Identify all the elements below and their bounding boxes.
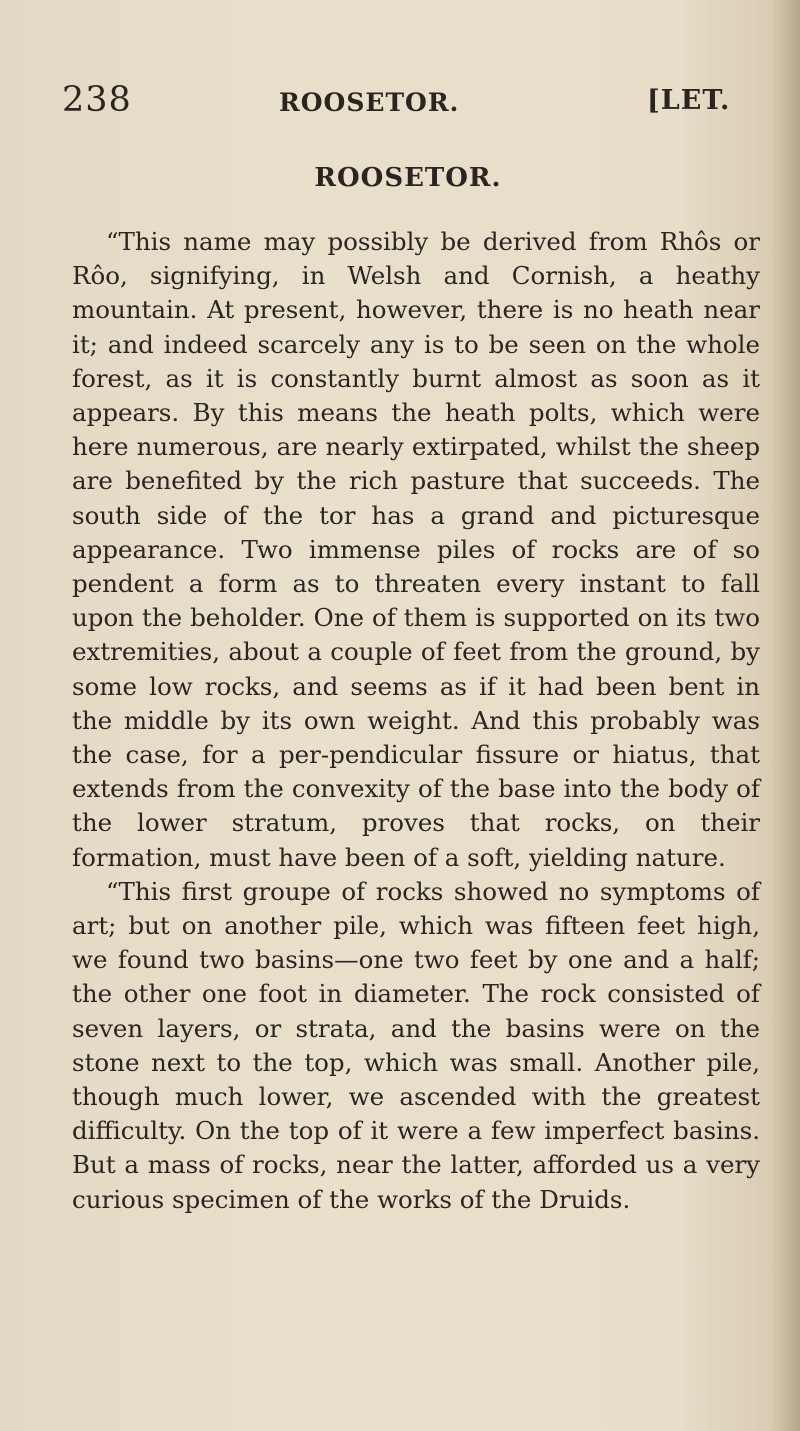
- section-title: ROOSETOR.: [314, 163, 502, 193]
- paragraph-1: “This name may possibly be derived from Rhôs or Rôo, signifying, in Welsh and Cornish, a heathy mountain. At present, however, there is no heath near it; and indeed scarcely any is to be seen on the whole forest, as it is constantly burnt almost as soon as it appears. By this means the heath polts, which were here numerous, are nearly extirpated, whilst the sheep are benefited by the rich pasture that succeeds. The south side of the tor has a grand and picturesque appearance. Two immense piles of rocks are of so pendent a form as to threaten every instant to fall upon the beholder. One of them is supported on its two extremities, about a couple of feet from the ground, by some low rocks, and seems as if it had been bent in the middle by its own weight. And this probably was the case, for a per-pendicular fissure or hiatus, that extends from the convexity of the base into the body of the lower stratum, proves that rocks, on their formation, must have been of a soft, yielding nature.: [72, 227, 760, 872]
- running-title: ROOSETOR.: [279, 88, 460, 117]
- page-edge-shadow: [770, 0, 800, 1431]
- page-number: 238: [62, 80, 132, 120]
- running-head: [62, 80, 731, 130]
- body-text: [72, 225, 760, 1217]
- running-head-letter: [LET.: [647, 85, 731, 116]
- paragraph-2: “This first groupe of rocks showed no symptoms of art; but on another pile, which was fifteen feet high, we found two basins—one two feet by one and a half; the other one foot in diameter. The rock consisted of seven layers, or strata, and the basins were on the stone next to the top, which was small. Another pile, though much lower, we ascended with the greatest difficulty. On the top of it were a few imperfect basins. But a mass of rocks, near the latter, afforded us a very curious specimen of the works of the Druids.: [72, 876, 760, 1214]
